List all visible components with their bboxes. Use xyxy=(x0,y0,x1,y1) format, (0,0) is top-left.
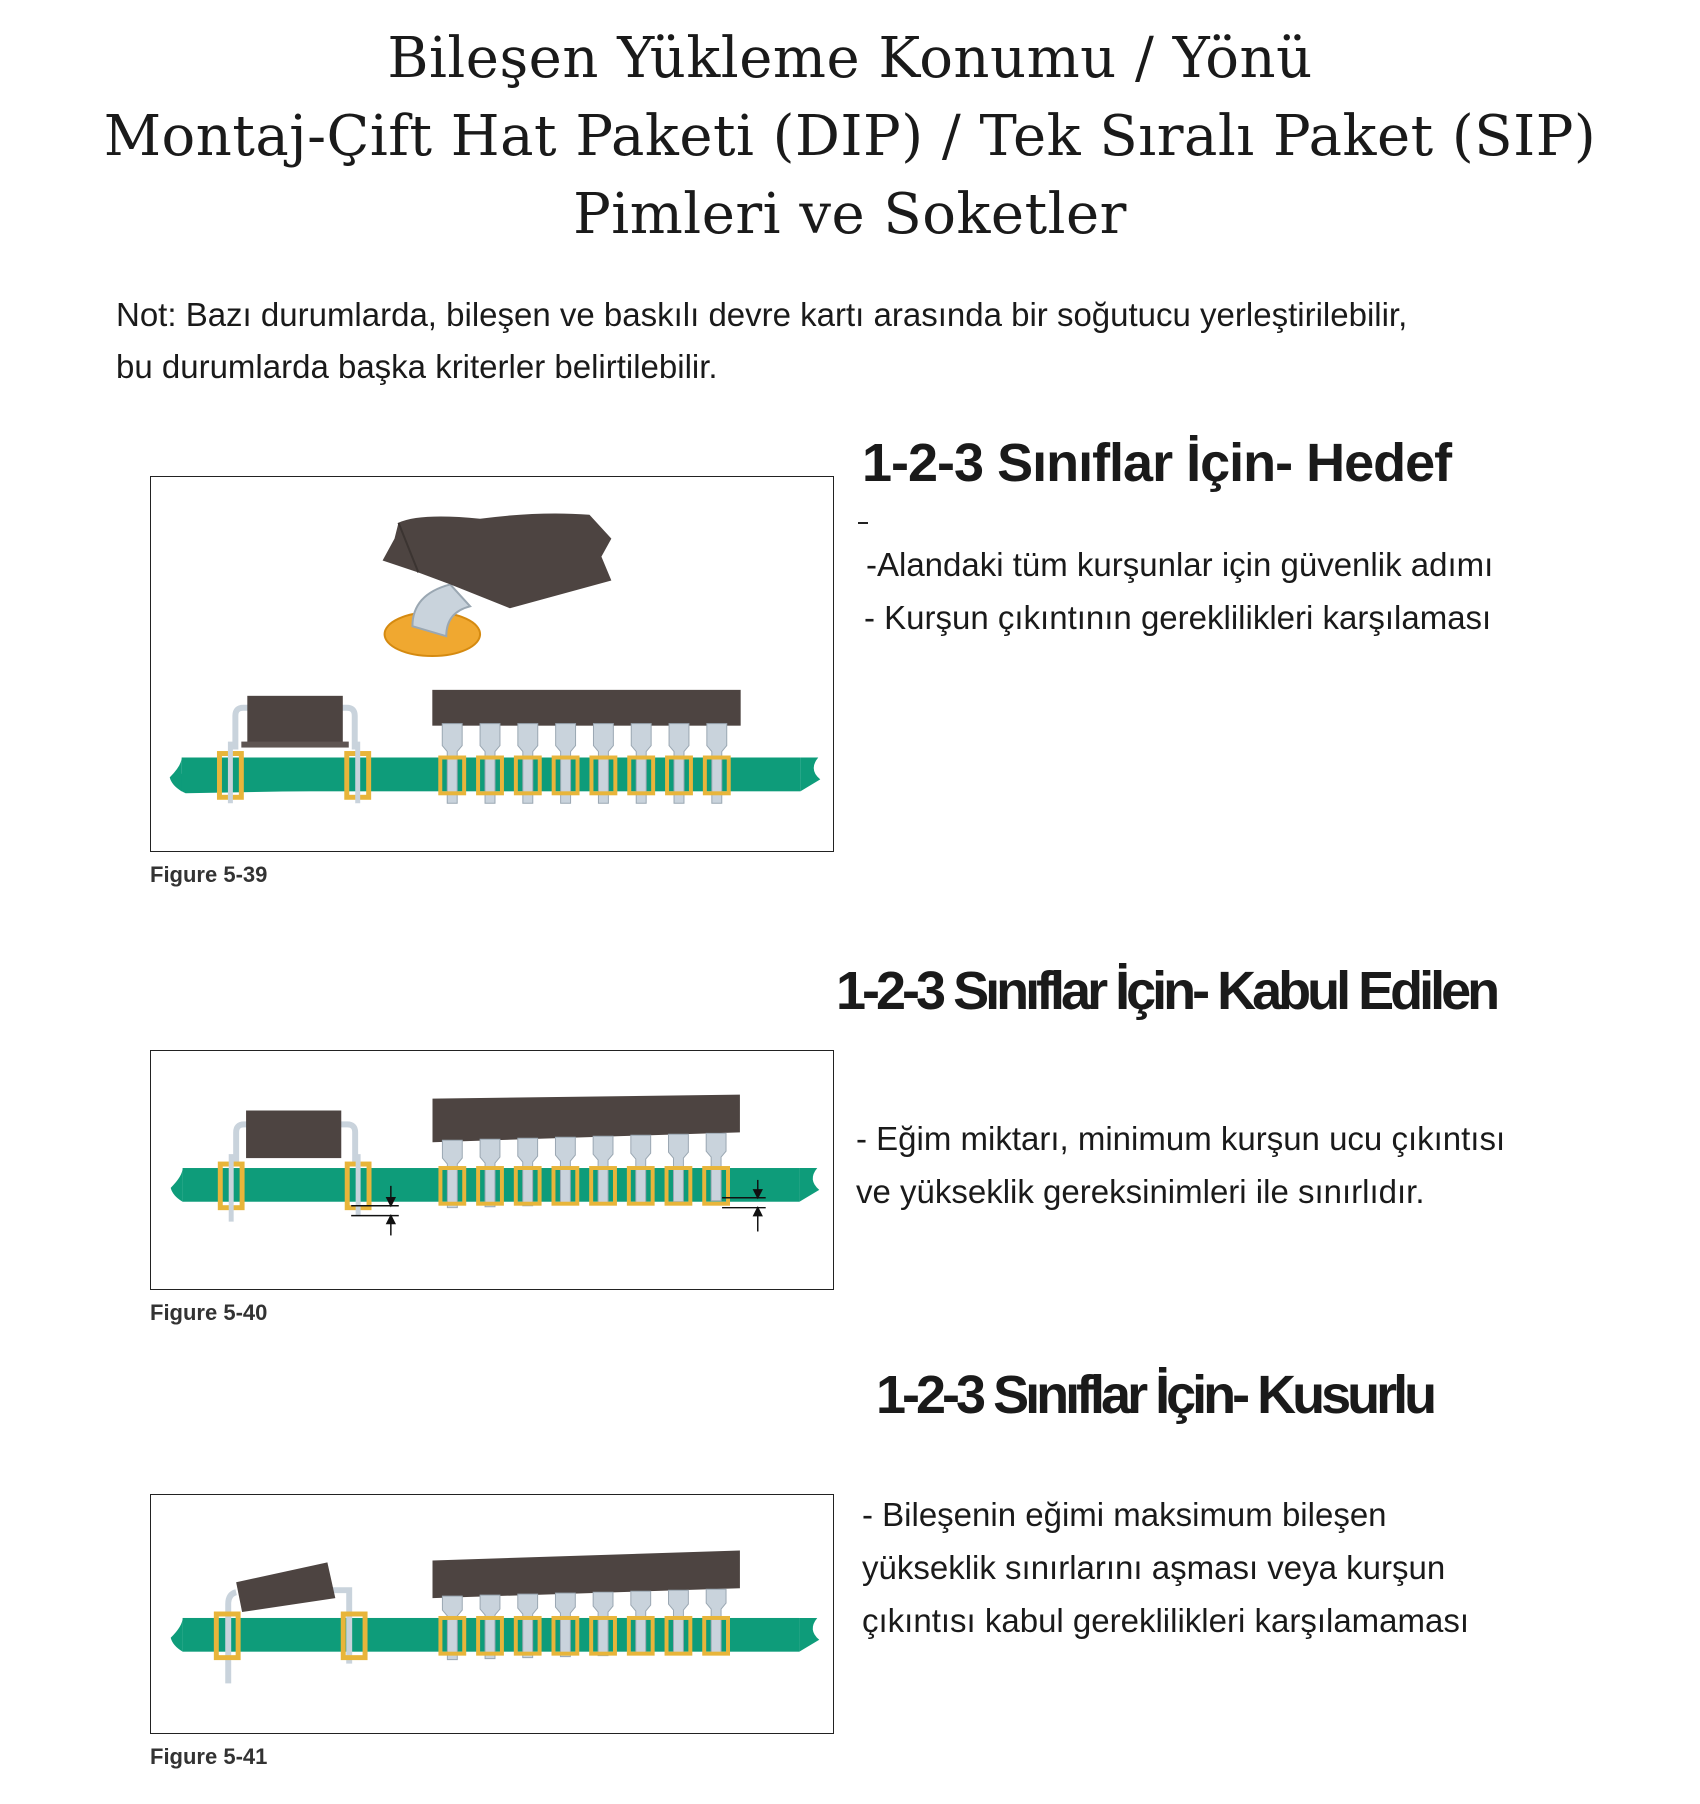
figure-5-40 xyxy=(150,1050,834,1290)
note-line-1: Not: Bazı durumlarda, bileşen ve baskılı devre kartı arasında bir soğutucu yerleştirilebilir, xyxy=(116,296,1408,333)
page-title-line-3: Pimleri ve Soketler xyxy=(573,182,1127,247)
page-title-line-2: Montaj-Çift Hat Paketi (DIP) / Tek Sıralı Paket (SIP) xyxy=(103,104,1597,169)
figure-caption-5-40: Figure 5-40 xyxy=(150,1300,268,1325)
stray-dash xyxy=(858,522,868,524)
figure-caption-5-41: Figure 5-41 xyxy=(150,1744,268,1769)
figure-5-40-drawing xyxy=(151,1051,833,1289)
magnified-lead-detail xyxy=(383,513,612,656)
bullet-defect-1: - Bileşenin eğimi maksimum bileşen xyxy=(862,1496,1387,1533)
figure-caption-5-39: Figure 5-39 xyxy=(150,862,268,887)
section-heading-acceptable: 1-2-3 Sınıflar İçin- Kabul Edilen xyxy=(836,961,1497,1021)
bullet-target-2: - Kurşun çıkıntının gereklilikleri karşılaması xyxy=(864,599,1492,636)
note-line-2: bu durumlarda başka kriterler belirtilebilir. xyxy=(116,348,718,385)
bullet-target-1: -Alandaki tüm kurşunlar için güvenlik adımı xyxy=(866,546,1494,583)
small-component xyxy=(220,1111,369,1222)
bullet-defect-2: yükseklik sınırlarını aşması veya kurşun xyxy=(862,1549,1446,1586)
section-heading-defect: 1-2-3 Sınıflar İçin- Kusurlu xyxy=(876,1365,1434,1425)
bullet-acceptable-2: ve yükseklik gereksinimleri ile sınırlıdır. xyxy=(856,1173,1425,1210)
page-title-line-1: Bileşen Yükleme Konumu / Yönü xyxy=(387,26,1313,91)
figure-5-41 xyxy=(150,1494,834,1734)
bullet-defect-3: çıkıntısı kabul gereklilikleri karşılamaması xyxy=(862,1602,1470,1639)
section-heading-target: 1-2-3 Sınıflar İçin- Hedef xyxy=(862,433,1452,493)
figure-5-39-drawing xyxy=(151,477,833,851)
bullet-acceptable-1: - Eğim miktarı, minimum kurşun ucu çıkıntısı xyxy=(856,1120,1506,1157)
figure-5-39 xyxy=(150,476,834,852)
figure-5-41-drawing xyxy=(151,1495,833,1733)
